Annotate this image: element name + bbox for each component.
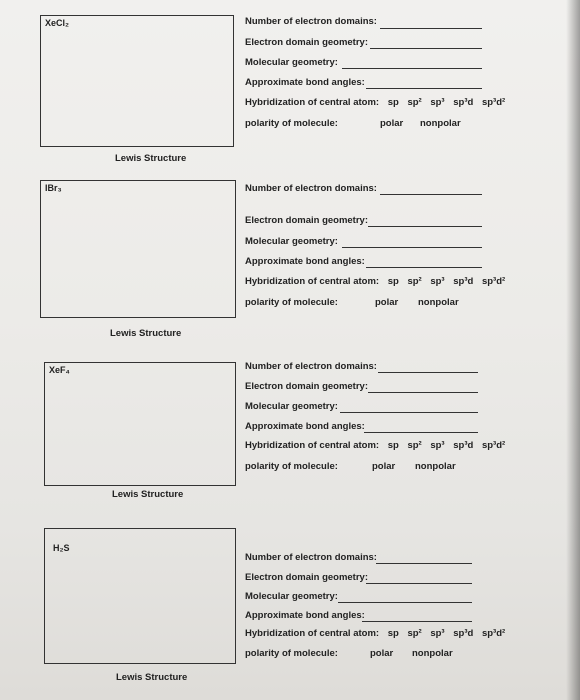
- molecular-geometry-answer[interactable]: [342, 247, 482, 248]
- hybridization-row: [245, 440, 505, 451]
- polar-option[interactable]: polar: [380, 118, 404, 129]
- polar-option[interactable]: polar: [370, 648, 394, 659]
- hybridization-label: Hybridization of central atom:: [245, 276, 380, 287]
- bond-angles-answer[interactable]: [366, 267, 482, 268]
- lewis-structure-label: Lewis Structure: [110, 328, 182, 339]
- molecular-geometry-label: Molecular geometry:: [245, 57, 338, 68]
- lewis-structure-label: Lewis Structure: [112, 489, 184, 500]
- hybridization-label: Hybridization of central atom:: [245, 628, 380, 639]
- molecule-formula: IBr₃: [45, 183, 62, 193]
- lewis-structure-label: Lewis Structure: [115, 153, 187, 164]
- lewis-structure-label: Lewis Structure: [116, 672, 188, 683]
- molecular-geometry-answer[interactable]: [338, 602, 472, 603]
- hybrid-option-sp3d[interactable]: sp³d: [453, 628, 474, 639]
- hybrid-option-sp3d2[interactable]: sp³d²: [481, 276, 506, 287]
- hybridization-row: [245, 276, 505, 287]
- domain-geometry-label: Electron domain geometry:: [245, 381, 368, 392]
- hybrid-option-sp[interactable]: sp: [387, 97, 399, 108]
- molecule-formula: XeF₄: [49, 365, 70, 375]
- hybrid-option-sp[interactable]: sp: [387, 276, 399, 287]
- domain-geometry-answer[interactable]: [370, 48, 482, 49]
- bond-angles-answer[interactable]: [364, 432, 478, 433]
- bond-angles-label: Approximate bond angles:: [245, 421, 365, 432]
- domain-geometry-label: Electron domain geometry:: [245, 37, 368, 48]
- hybrid-option-sp[interactable]: sp: [387, 440, 399, 451]
- hybrid-option-sp3d[interactable]: sp³d: [453, 440, 474, 451]
- hybridization-label: Hybridization of central atom:: [245, 97, 380, 108]
- hybrid-option-sp3[interactable]: sp³: [430, 97, 445, 108]
- electron-domains-label: Number of electron domains:: [245, 183, 377, 194]
- hybrid-option-sp[interactable]: sp: [387, 628, 399, 639]
- lewis-structure-box-ibr3[interactable]: [40, 180, 236, 318]
- domain-geometry-label: Electron domain geometry:: [245, 215, 368, 226]
- nonpolar-option[interactable]: nonpolar: [412, 648, 453, 659]
- bond-angles-label: Approximate bond angles:: [245, 256, 365, 267]
- molecular-geometry-label: Molecular geometry:: [245, 591, 338, 602]
- molecular-geometry-label: Molecular geometry:: [245, 401, 338, 412]
- hybrid-option-sp2[interactable]: sp²: [407, 97, 422, 108]
- polarity-label: polarity of molecule:: [245, 461, 338, 472]
- polar-option[interactable]: polar: [372, 461, 396, 472]
- nonpolar-option[interactable]: nonpolar: [420, 118, 461, 129]
- polar-option[interactable]: polar: [375, 297, 399, 308]
- domain-geometry-label: Electron domain geometry:: [245, 572, 368, 583]
- bond-angles-answer[interactable]: [366, 88, 482, 89]
- hybrid-option-sp3[interactable]: sp³: [430, 276, 445, 287]
- hybrid-option-sp2[interactable]: sp²: [407, 628, 422, 639]
- hybrid-option-sp2[interactable]: sp²: [407, 276, 422, 287]
- electron-domains-label: Number of electron domains:: [245, 361, 377, 372]
- polarity-label: polarity of molecule:: [245, 118, 338, 129]
- lewis-structure-box-xef4[interactable]: [44, 362, 236, 486]
- hybrid-option-sp3[interactable]: sp³: [430, 440, 445, 451]
- polarity-label: polarity of molecule:: [245, 297, 338, 308]
- electron-domains-answer[interactable]: [378, 372, 478, 373]
- domain-geometry-answer[interactable]: [368, 392, 478, 393]
- electron-domains-label: Number of electron domains:: [245, 16, 377, 27]
- molecular-geometry-label: Molecular geometry:: [245, 236, 338, 247]
- hybrid-option-sp2[interactable]: sp²: [407, 440, 422, 451]
- electron-domains-answer[interactable]: [376, 563, 472, 564]
- domain-geometry-answer[interactable]: [366, 583, 472, 584]
- polarity-label: polarity of molecule:: [245, 648, 338, 659]
- bond-angles-label: Approximate bond angles:: [245, 610, 365, 621]
- electron-domains-answer[interactable]: [380, 28, 482, 29]
- hybrid-option-sp3d[interactable]: sp³d: [453, 276, 474, 287]
- lewis-structure-box-xecl2[interactable]: [40, 15, 234, 147]
- hybrid-option-sp3d2[interactable]: sp³d²: [481, 97, 506, 108]
- domain-geometry-answer[interactable]: [368, 226, 482, 227]
- hybridization-row: [245, 97, 505, 108]
- hybrid-option-sp3d[interactable]: sp³d: [453, 97, 474, 108]
- molecular-geometry-answer[interactable]: [342, 68, 482, 69]
- hybrid-option-sp3d2[interactable]: sp³d²: [481, 440, 506, 451]
- hybrid-option-sp3d2[interactable]: sp³d²: [481, 628, 506, 639]
- lewis-structure-box-h2s[interactable]: [44, 528, 236, 664]
- molecule-formula: H₂S: [53, 543, 70, 553]
- molecular-geometry-answer[interactable]: [340, 412, 478, 413]
- bond-angles-label: Approximate bond angles:: [245, 77, 365, 88]
- nonpolar-option[interactable]: nonpolar: [418, 297, 459, 308]
- hybridization-row: [245, 628, 505, 639]
- electron-domains-label: Number of electron domains:: [245, 552, 377, 563]
- hybrid-option-sp3[interactable]: sp³: [430, 628, 445, 639]
- bond-angles-answer[interactable]: [362, 621, 472, 622]
- nonpolar-option[interactable]: nonpolar: [415, 461, 456, 472]
- electron-domains-answer[interactable]: [380, 194, 482, 195]
- molecule-formula: XeCl₂: [45, 18, 70, 28]
- hybridization-label: Hybridization of central atom:: [245, 440, 380, 451]
